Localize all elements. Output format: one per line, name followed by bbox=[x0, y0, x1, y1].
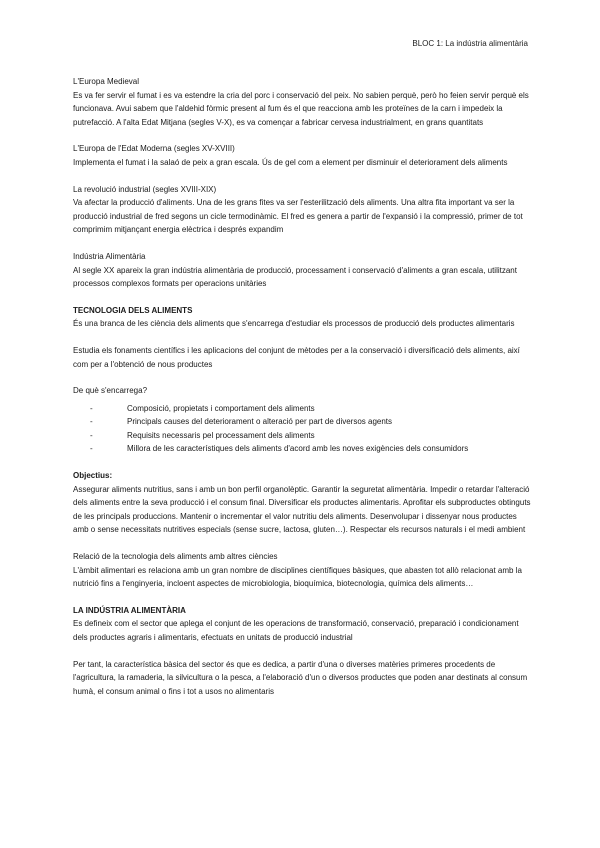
section-heading: L'Europa Medieval bbox=[73, 77, 140, 86]
section-europa-medieval bbox=[73, 75, 531, 129]
section-text: Estudia els fonaments científics i les aplicacions del conjunt de mètodes per a la conservació i diversificació dels aliments, així com per a l'obtenció de nous productes bbox=[73, 345, 520, 369]
section-text: Es defineix com el sector que aplega el conjunt de les operacions de transformació, conservació, preparació i condicionament dels productes agraris i alimentaris, efectuats en unitats de producció industrial bbox=[73, 619, 519, 642]
section-revolucio-industrial bbox=[73, 183, 531, 237]
section-text: Es va fer servir el fumat i es va estendre la cria del porc i conservació del peix. No sabien perquè, però ho feien servir perquè els funcionava. Avui sabem que l'aldehid fòrmic present al fum és el que reacciona amb les proteïnes de la carn i impedeix la putrefacció. A l'alta Edat Mitjana (segles V-X), es va començar a fabricar cervesa industrialment, en grans quantitats bbox=[73, 90, 529, 127]
list-item: - Requisits necessaris pel processament dels aliments bbox=[90, 429, 531, 443]
section-heading: La revolució industrial (segles XVIII-XIX) bbox=[73, 184, 217, 194]
section-heading: Relació de la tecnologia dels aliments amb altres ciències bbox=[73, 552, 278, 562]
section-relacio bbox=[73, 550, 531, 591]
section-text: Va afectar la producció d'aliments. Una de les grans fites va ser l'esterilització dels aliments. Una altra fita important va ser la producció industrial de fred segons un cicle termodinàmic. El fred es genera a partir de l'expansió i la compressió, primer de tot comprimim mitjançant energia elèctrica i després expandim bbox=[73, 198, 523, 235]
section-edat-moderna bbox=[73, 142, 531, 169]
section-industria bbox=[73, 604, 531, 699]
section-industria-alimentaria bbox=[73, 250, 531, 291]
section-heading: TECNOLOGIA DELS ALIMENTS bbox=[73, 305, 193, 315]
section-text: Per tant, la característica bàsica del sector és que es dedica, a partir d'una o diverses matèries primeres procedents de l'agricultura, la ramaderia, la silvicultura o la pesca, a l'elaboració d'un o diversos productes que poden anar destinats al consum humà, el consum animal o fins i tot a usos no alimentaris bbox=[73, 659, 528, 696]
list-item: - Millora de les característiques dels aliments d'acord amb les noves exigències dels consumidors bbox=[90, 442, 531, 456]
section-text: És una branca de les ciència dels aliments que s'encarrega d'estudiar els processos de producció dels productes alimentaris bbox=[73, 319, 515, 329]
section-heading: Indústria Alimentària bbox=[73, 251, 146, 261]
section-text: Assegurar aliments nutritius, sans i amb un bon perfil organolèptic. Garantir la seguretat alimentària. Impedir o retardar l'alteració dels aliments entre la seva producció i el consum final. Diversificar els productes alimentaris. Aprofitar els subproductes obtinguts de les principals produccions. Mantenir o incrementar el valor nutritiu dels aliments. Desenvolupar i dissenyar nous productes amb o sense necessitats nutritives especials (sense sucre, lactosa, gluten…). Respectar els recursos naturals i el medi ambient bbox=[73, 484, 531, 535]
section-objectius bbox=[73, 469, 531, 537]
section-text: Implementa el fumat i la salaó de peix a gran escala. Ús de gel com a element per disminuir el deteriorament dels aliments bbox=[73, 157, 508, 167]
list-item: - Principals causes del deteriorament o alteració per part de diversos agents bbox=[90, 415, 531, 429]
section-heading: Objectius: bbox=[73, 471, 113, 481]
bullet-list bbox=[73, 402, 531, 456]
document-body bbox=[73, 75, 531, 711]
section-heading: L'Europa de l'Edat Moderna (segles XV-XVIII) bbox=[73, 144, 235, 154]
list-item: - Composició, propietats i comportament dels aliments bbox=[90, 402, 531, 416]
page-header: BLOC 1: La indústria alimentària bbox=[412, 39, 528, 48]
section-text: L'àmbit alimentari es relaciona amb un gran nombre de disciplines científiques bàsiques, que abasten tot allò relacionat amb la nutrició fins a l'enginyeria, incloent aspectes de microbiologia, bioquímica, biotecnologia, química dels aliments… bbox=[73, 565, 522, 589]
section-tecnologia bbox=[73, 304, 531, 456]
section-text: Al segle XX apareix la gran indústria alimentària de producció, processament i conservació d'aliments a gran escala, utilitzant processos complexos formats per operacions unitàries bbox=[73, 265, 517, 289]
question-label: De què s'encarrega? bbox=[73, 386, 148, 396]
section-heading: LA INDÚSTRIA ALIMENTÀRIA bbox=[73, 605, 186, 615]
